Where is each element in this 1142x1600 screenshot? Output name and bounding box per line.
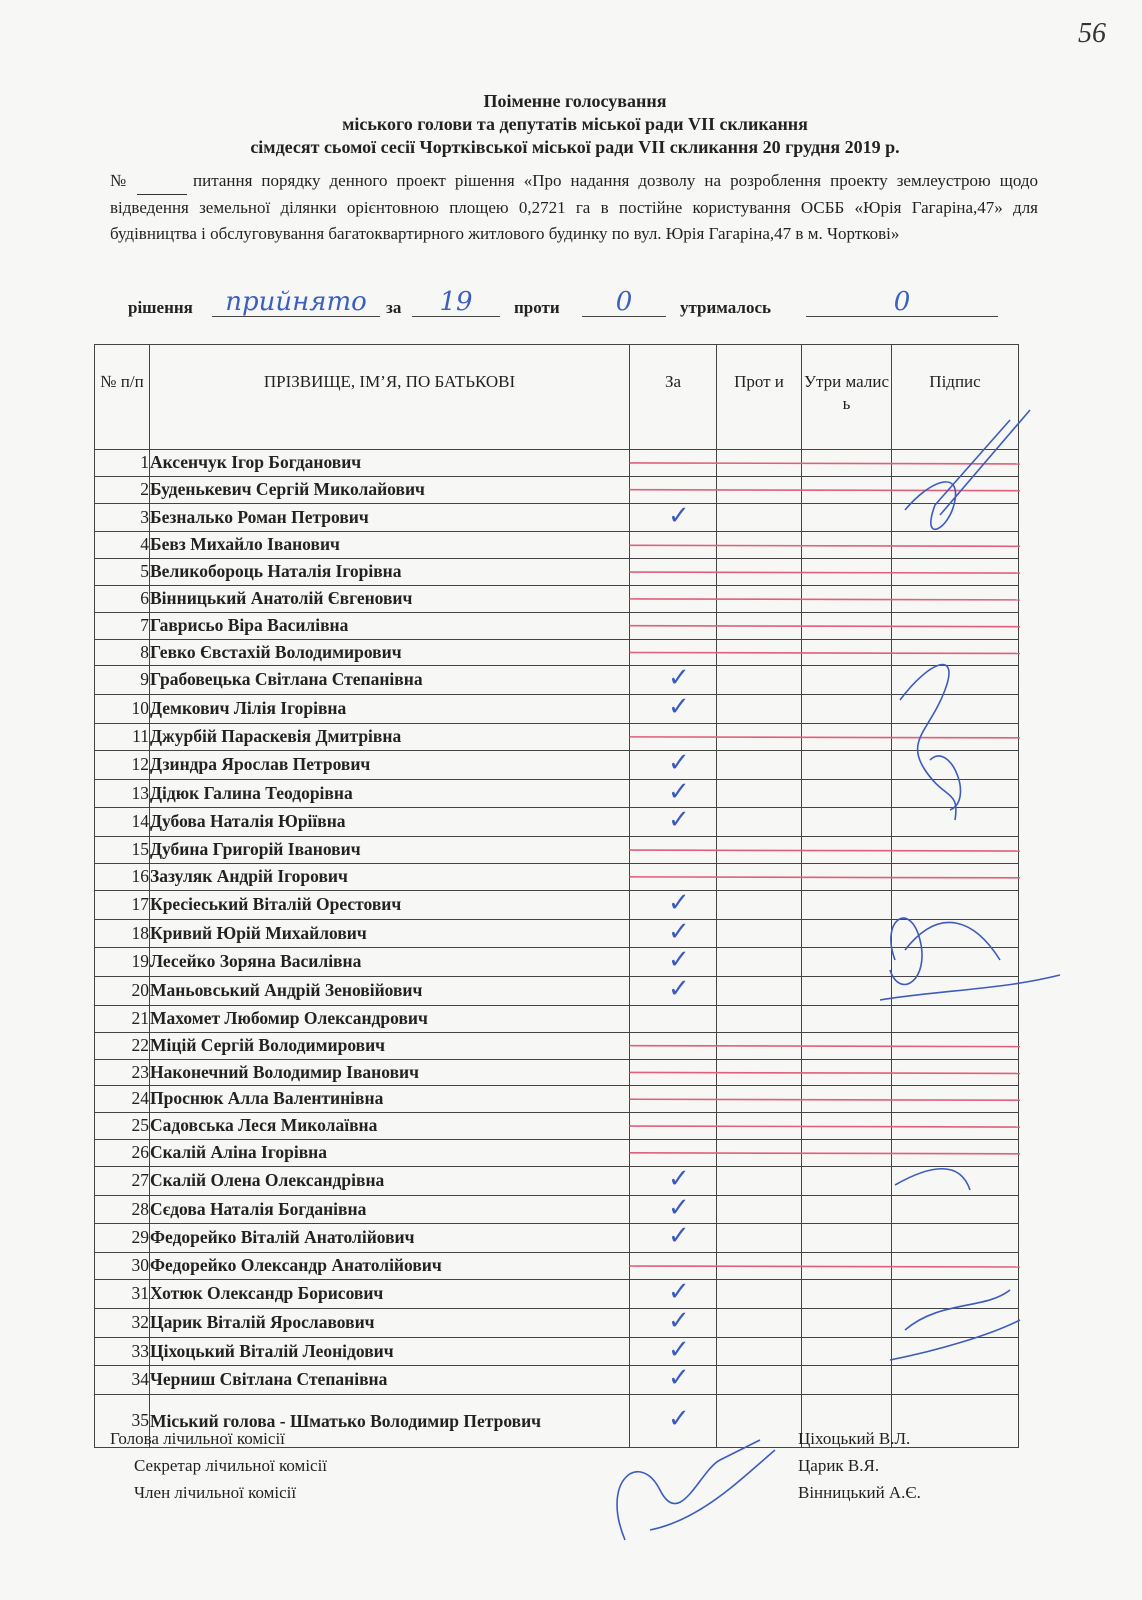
signature-cell bbox=[892, 503, 1019, 532]
table-row bbox=[95, 612, 1019, 639]
vote-against-cell bbox=[717, 977, 802, 1006]
deputy-name: Великобороць Наталія Ігорівна bbox=[150, 559, 630, 586]
chair-row bbox=[110, 1425, 960, 1452]
deputy-name: Безналько Роман Петрович bbox=[150, 503, 630, 532]
vote-against-cell bbox=[717, 476, 802, 503]
table-header-row bbox=[95, 345, 1019, 450]
vote-for-cell bbox=[630, 808, 717, 837]
vote-for-cell bbox=[630, 890, 717, 919]
signature-cell bbox=[892, 948, 1019, 977]
table-row bbox=[95, 750, 1019, 779]
row-number: 14 bbox=[95, 808, 150, 837]
vote-for-cell bbox=[630, 1279, 717, 1308]
abstained-value: 0 bbox=[893, 287, 911, 317]
vote-against-cell bbox=[717, 1005, 802, 1032]
row-number: 11 bbox=[95, 723, 150, 750]
deputy-name: Махомет Любомир Олександрович bbox=[150, 1005, 630, 1032]
vote-abstained-cell bbox=[802, 1366, 892, 1395]
signature-cell bbox=[892, 1166, 1019, 1195]
vote-for-cell bbox=[630, 476, 717, 503]
vote-for-cell bbox=[630, 532, 717, 559]
row-number: 15 bbox=[95, 837, 150, 864]
vote-abstained-cell bbox=[802, 1279, 892, 1308]
vote-for-cell bbox=[630, 1005, 717, 1032]
row-number: 17 bbox=[95, 890, 150, 919]
vote-abstained-cell bbox=[802, 1059, 892, 1086]
check-mark-icon: ✓ bbox=[668, 503, 690, 531]
vote-abstained-cell bbox=[802, 723, 892, 750]
table-row bbox=[95, 863, 1019, 890]
vote-for-cell bbox=[630, 639, 717, 666]
vote-for-cell bbox=[630, 1337, 717, 1366]
signature-cell bbox=[892, 1086, 1019, 1113]
row-number: 35 bbox=[95, 1395, 150, 1448]
row-number: 29 bbox=[95, 1224, 150, 1253]
vote-against-cell bbox=[717, 723, 802, 750]
vote-abstained-cell bbox=[802, 503, 892, 532]
deputy-name: Царик Віталій Ярославович bbox=[150, 1308, 630, 1337]
vote-for-cell bbox=[630, 503, 717, 532]
vote-for-cell bbox=[630, 612, 717, 639]
row-number: 30 bbox=[95, 1253, 150, 1280]
decision-value: прийнято bbox=[225, 287, 367, 317]
row-number: 20 bbox=[95, 977, 150, 1006]
row-number: 10 bbox=[95, 695, 150, 724]
vote-against-cell bbox=[717, 808, 802, 837]
vote-against-cell bbox=[717, 948, 802, 977]
vote-against-cell bbox=[717, 503, 802, 532]
deputy-name: Джурбій Параскевія Дмитрівна bbox=[150, 723, 630, 750]
signature-cell bbox=[892, 1253, 1019, 1280]
secretary-name: Царик В.Я. bbox=[798, 1456, 880, 1475]
deputy-name: Сєдова Наталія Богданівна bbox=[150, 1195, 630, 1224]
table-row bbox=[95, 1308, 1019, 1337]
vote-against-cell bbox=[717, 559, 802, 586]
agenda-number-prefix: № bbox=[110, 171, 131, 190]
decision-field bbox=[212, 288, 380, 317]
decision-summary bbox=[128, 288, 1028, 320]
check-mark-icon: ✓ bbox=[668, 1223, 690, 1252]
vote-for-cell bbox=[630, 1224, 717, 1253]
vote-against-cell bbox=[717, 666, 802, 695]
table-row bbox=[95, 1337, 1019, 1366]
vote-abstained-cell bbox=[802, 1139, 892, 1166]
table-row bbox=[95, 808, 1019, 837]
vote-abstained-cell bbox=[802, 863, 892, 890]
table-row bbox=[95, 919, 1019, 948]
vote-for-cell bbox=[630, 1139, 717, 1166]
vote-for-cell bbox=[630, 779, 717, 808]
check-mark-icon: ✓ bbox=[668, 665, 690, 694]
signature-cell bbox=[892, 1224, 1019, 1253]
vote-for-cell bbox=[630, 585, 717, 612]
deputy-name: Кривий Юрій Михайлович bbox=[150, 919, 630, 948]
deputy-name: Проснюк Алла Валентинівна bbox=[150, 1086, 630, 1113]
deputy-name: Наконечний Володимир Іванович bbox=[150, 1059, 630, 1086]
abstained-field bbox=[806, 288, 998, 317]
row-number: 34 bbox=[95, 1366, 150, 1395]
check-mark-icon: ✓ bbox=[668, 1308, 690, 1336]
vote-for-cell bbox=[630, 919, 717, 948]
vote-against-cell bbox=[717, 1279, 802, 1308]
vote-against-cell bbox=[717, 1086, 802, 1113]
deputy-name: Вінницький Анатолій Євгенович bbox=[150, 585, 630, 612]
counting-commission bbox=[110, 1425, 960, 1506]
signature-cell bbox=[892, 666, 1019, 695]
check-mark-icon: ✓ bbox=[668, 1404, 690, 1435]
vote-against-cell bbox=[717, 1253, 802, 1280]
row-number: 22 bbox=[95, 1032, 150, 1059]
roll-call-table bbox=[94, 344, 1019, 1448]
deputy-name: Бевз Михайло Іванович bbox=[150, 532, 630, 559]
row-number: 2 bbox=[95, 476, 150, 503]
vote-abstained-cell bbox=[802, 695, 892, 724]
vote-abstained-cell bbox=[802, 977, 892, 1006]
header-abstained: Утри малис ь bbox=[802, 345, 892, 450]
row-number: 7 bbox=[95, 612, 150, 639]
vote-abstained-cell bbox=[802, 837, 892, 864]
table-row bbox=[95, 1224, 1019, 1253]
vote-abstained-cell bbox=[802, 585, 892, 612]
against-field bbox=[582, 288, 666, 317]
vote-abstained-cell bbox=[802, 1224, 892, 1253]
table-row bbox=[95, 1253, 1019, 1280]
vote-against-cell bbox=[717, 1032, 802, 1059]
signature-cell bbox=[892, 585, 1019, 612]
deputy-name: Гаврисьо Віра Василівна bbox=[150, 612, 630, 639]
deputy-name: Буденькевич Сергій Миколайович bbox=[150, 476, 630, 503]
deputy-name: Лесейко Зоряна Василівна bbox=[150, 948, 630, 977]
table-row bbox=[95, 1139, 1019, 1166]
row-number: 32 bbox=[95, 1308, 150, 1337]
signature-cell bbox=[892, 1195, 1019, 1224]
vote-abstained-cell bbox=[802, 1086, 892, 1113]
check-mark-icon: ✓ bbox=[668, 779, 690, 807]
vote-for-cell bbox=[630, 1253, 717, 1280]
table-row bbox=[95, 585, 1019, 612]
title-line-1: Поіменне голосування bbox=[483, 91, 667, 111]
signature-cell bbox=[892, 837, 1019, 864]
member-name: Вінницький А.Є. bbox=[798, 1483, 921, 1502]
signature-cell bbox=[892, 863, 1019, 890]
vote-against-cell bbox=[717, 1195, 802, 1224]
deputy-name: Гевко Євстахій Володимирович bbox=[150, 639, 630, 666]
deputy-name: Аксенчук Ігор Богданович bbox=[150, 450, 630, 477]
vote-abstained-cell bbox=[802, 639, 892, 666]
signature-cell bbox=[892, 450, 1019, 477]
signature-cell bbox=[892, 890, 1019, 919]
deputy-name: Садовська Леся Миколаївна bbox=[150, 1113, 630, 1140]
signature-cell bbox=[892, 1032, 1019, 1059]
row-number: 18 bbox=[95, 919, 150, 948]
row-number: 12 bbox=[95, 750, 150, 779]
row-number: 31 bbox=[95, 1279, 150, 1308]
signature-cell bbox=[892, 977, 1019, 1006]
vote-for-cell bbox=[630, 837, 717, 864]
vote-against-cell bbox=[717, 750, 802, 779]
document-title bbox=[110, 90, 1040, 159]
vote-abstained-cell bbox=[802, 948, 892, 977]
signature-cell bbox=[892, 1366, 1019, 1395]
vote-for-cell bbox=[630, 750, 717, 779]
vote-abstained-cell bbox=[802, 666, 892, 695]
member-role: Член лічильної комісії bbox=[134, 1483, 297, 1502]
vote-against-cell bbox=[717, 1308, 802, 1337]
header-against: Прот и bbox=[717, 345, 802, 450]
vote-for-cell bbox=[630, 1086, 717, 1113]
deputy-name: Демкович Лілія Ігорівна bbox=[150, 695, 630, 724]
vote-abstained-cell bbox=[802, 476, 892, 503]
table-row bbox=[95, 779, 1019, 808]
vote-abstained-cell bbox=[802, 559, 892, 586]
table-row bbox=[95, 948, 1019, 977]
table-row bbox=[95, 695, 1019, 724]
roll-call-body bbox=[95, 450, 1019, 1448]
vote-against-cell bbox=[717, 532, 802, 559]
table-row bbox=[95, 450, 1019, 477]
header-for: За bbox=[630, 345, 717, 450]
deputy-name: Зазуляк Андрій Ігорович bbox=[150, 863, 630, 890]
check-mark-icon: ✓ bbox=[668, 919, 690, 947]
vote-against-cell bbox=[717, 1139, 802, 1166]
row-number: 6 bbox=[95, 585, 150, 612]
table-row bbox=[95, 1086, 1019, 1113]
vote-against-cell bbox=[717, 450, 802, 477]
title-line-3: сімдесят сьомої сесії Чортківської міської ради VII скликання 20 грудня 2019 р. bbox=[250, 137, 900, 157]
deputy-name: Федорейко Віталій Анатолійович bbox=[150, 1224, 630, 1253]
row-number: 28 bbox=[95, 1195, 150, 1224]
table-row bbox=[95, 1032, 1019, 1059]
signature-cell bbox=[892, 476, 1019, 503]
check-mark-icon: ✓ bbox=[668, 1166, 690, 1194]
abstained-label: утрималось bbox=[680, 298, 771, 317]
signature-cell bbox=[892, 695, 1019, 724]
check-mark-icon: ✓ bbox=[668, 976, 690, 1005]
signature-cell bbox=[892, 1308, 1019, 1337]
check-mark-icon: ✓ bbox=[668, 1365, 690, 1394]
deputy-name: Черниш Світлана Степанівна bbox=[150, 1366, 630, 1395]
vote-against-cell bbox=[717, 1337, 802, 1366]
signature-cell bbox=[892, 1337, 1019, 1366]
vote-abstained-cell bbox=[802, 450, 892, 477]
row-number: 27 bbox=[95, 1166, 150, 1195]
row-number: 16 bbox=[95, 863, 150, 890]
signature-cell bbox=[892, 723, 1019, 750]
table-row bbox=[95, 639, 1019, 666]
vote-abstained-cell bbox=[802, 750, 892, 779]
vote-against-cell bbox=[717, 612, 802, 639]
table-row bbox=[95, 1195, 1019, 1224]
signature-cell bbox=[892, 612, 1019, 639]
signature-cell bbox=[892, 532, 1019, 559]
table-row bbox=[95, 977, 1019, 1006]
vote-for-cell bbox=[630, 863, 717, 890]
vote-for-cell bbox=[630, 1166, 717, 1195]
row-number: 23 bbox=[95, 1059, 150, 1086]
row-number: 9 bbox=[95, 666, 150, 695]
deputy-name: Міцій Сергій Володимирович bbox=[150, 1032, 630, 1059]
vote-against-cell bbox=[717, 837, 802, 864]
header-signature: Підпис bbox=[892, 345, 1019, 450]
table-row bbox=[95, 503, 1019, 532]
signature-cell bbox=[892, 1279, 1019, 1308]
deputy-name: Дубина Григорій Іванович bbox=[150, 837, 630, 864]
for-value: 19 bbox=[439, 287, 473, 317]
check-mark-icon: ✓ bbox=[668, 1337, 690, 1365]
vote-abstained-cell bbox=[802, 890, 892, 919]
for-field bbox=[412, 288, 500, 317]
table-row bbox=[95, 666, 1019, 695]
vote-against-cell bbox=[717, 1224, 802, 1253]
row-number: 1 bbox=[95, 450, 150, 477]
signature-cell bbox=[892, 1139, 1019, 1166]
agenda-item bbox=[110, 168, 1038, 247]
vote-abstained-cell bbox=[802, 1308, 892, 1337]
title-line-2: міського голови та депутатів міської ради VII скликання bbox=[342, 114, 808, 134]
vote-for-cell bbox=[630, 948, 717, 977]
check-mark-icon: ✓ bbox=[668, 694, 690, 723]
table-row bbox=[95, 1113, 1019, 1140]
vote-against-cell bbox=[717, 863, 802, 890]
vote-for-cell bbox=[630, 1308, 717, 1337]
row-number: 25 bbox=[95, 1113, 150, 1140]
vote-against-cell bbox=[717, 1059, 802, 1086]
vote-against-cell bbox=[717, 695, 802, 724]
agenda-number-blank bbox=[137, 168, 187, 195]
deputy-name: Ціхоцький Віталій Леонідович bbox=[150, 1337, 630, 1366]
header-num: № п/п bbox=[95, 345, 150, 450]
row-number: 4 bbox=[95, 532, 150, 559]
row-number: 19 bbox=[95, 948, 150, 977]
vote-for-cell bbox=[630, 1059, 717, 1086]
check-mark-icon: ✓ bbox=[668, 1195, 690, 1223]
vote-against-cell bbox=[717, 890, 802, 919]
member-row bbox=[110, 1479, 960, 1506]
row-number: 24 bbox=[95, 1086, 150, 1113]
row-number: 5 bbox=[95, 559, 150, 586]
row-number: 33 bbox=[95, 1337, 150, 1366]
deputy-name: Дідюк Галина Теодорівна bbox=[150, 779, 630, 808]
vote-for-cell bbox=[630, 977, 717, 1006]
check-mark-icon: ✓ bbox=[668, 807, 690, 836]
for-label: за bbox=[386, 298, 402, 317]
table-row bbox=[95, 1166, 1019, 1195]
table-row bbox=[95, 559, 1019, 586]
vote-against-cell bbox=[717, 1113, 802, 1140]
row-number: 3 bbox=[95, 503, 150, 532]
row-number: 13 bbox=[95, 779, 150, 808]
table-row bbox=[95, 476, 1019, 503]
vote-against-cell bbox=[717, 1166, 802, 1195]
secretary-role: Секретар лічильної комісії bbox=[134, 1456, 328, 1475]
table-row bbox=[95, 723, 1019, 750]
vote-against-cell bbox=[717, 1366, 802, 1395]
table-row bbox=[95, 1366, 1019, 1395]
vote-abstained-cell bbox=[802, 808, 892, 837]
vote-abstained-cell bbox=[802, 1113, 892, 1140]
against-value: 0 bbox=[615, 287, 633, 317]
vote-for-cell bbox=[630, 666, 717, 695]
table-row bbox=[95, 1059, 1019, 1086]
vote-abstained-cell bbox=[802, 1337, 892, 1366]
vote-against-cell bbox=[717, 779, 802, 808]
check-mark-icon: ✓ bbox=[668, 947, 690, 976]
deputy-name: Маньовський Андрій Зеновійович bbox=[150, 977, 630, 1006]
vote-abstained-cell bbox=[802, 919, 892, 948]
row-number: 26 bbox=[95, 1139, 150, 1166]
vote-against-cell bbox=[717, 585, 802, 612]
deputy-name: Міський голова - Шматько Володимир Петрович bbox=[150, 1395, 630, 1448]
signature-cell bbox=[892, 1059, 1019, 1086]
signature-cell bbox=[892, 750, 1019, 779]
deputy-name: Скалій Аліна Ігорівна bbox=[150, 1139, 630, 1166]
header-name: ПРІЗВИЩЕ, ІМ’Я, ПО БАТЬКОВІ bbox=[150, 345, 630, 450]
deputy-name: Скалій Олена Олександрівна bbox=[150, 1166, 630, 1195]
signature-cell bbox=[892, 919, 1019, 948]
secretary-row bbox=[110, 1452, 960, 1479]
check-mark-icon: ✓ bbox=[668, 1279, 690, 1307]
against-label: проти bbox=[514, 298, 560, 317]
vote-abstained-cell bbox=[802, 1166, 892, 1195]
chair-name: Ціхоцький В.Л. bbox=[798, 1429, 911, 1448]
vote-against-cell bbox=[717, 919, 802, 948]
signature-cell bbox=[892, 1113, 1019, 1140]
chair-role: Голова лічильної комісії bbox=[110, 1429, 285, 1448]
vote-abstained-cell bbox=[802, 1032, 892, 1059]
vote-for-cell bbox=[630, 1366, 717, 1395]
signature-cell bbox=[892, 808, 1019, 837]
signature-cell bbox=[892, 639, 1019, 666]
vote-for-cell bbox=[630, 1195, 717, 1224]
table-row bbox=[95, 1005, 1019, 1032]
deputy-name: Кресіеський Віталій Орестович bbox=[150, 890, 630, 919]
vote-for-cell bbox=[630, 695, 717, 724]
deputy-name: Грабовецька Світлана Степанівна bbox=[150, 666, 630, 695]
table-row bbox=[95, 532, 1019, 559]
check-mark-icon: ✓ bbox=[668, 890, 690, 918]
deputy-name: Дзиндра Ярослав Петрович bbox=[150, 750, 630, 779]
vote-abstained-cell bbox=[802, 1005, 892, 1032]
signature-cell bbox=[892, 559, 1019, 586]
vote-abstained-cell bbox=[802, 612, 892, 639]
table-row bbox=[95, 837, 1019, 864]
table-row bbox=[95, 1279, 1019, 1308]
vote-against-cell bbox=[717, 639, 802, 666]
deputy-name: Федорейко Олександр Анатолійович bbox=[150, 1253, 630, 1280]
signature-cell bbox=[892, 779, 1019, 808]
decision-label: рішення bbox=[128, 298, 193, 317]
vote-for-cell bbox=[630, 723, 717, 750]
vote-for-cell bbox=[630, 559, 717, 586]
vote-for-cell bbox=[630, 450, 717, 477]
vote-abstained-cell bbox=[802, 532, 892, 559]
vote-abstained-cell bbox=[802, 1195, 892, 1224]
vote-abstained-cell bbox=[802, 1253, 892, 1280]
check-mark-icon: ✓ bbox=[668, 750, 690, 778]
vote-abstained-cell bbox=[802, 779, 892, 808]
signature-cell bbox=[892, 1005, 1019, 1032]
row-number: 8 bbox=[95, 639, 150, 666]
vote-for-cell bbox=[630, 1113, 717, 1140]
page-number: 56 bbox=[1078, 18, 1106, 49]
row-number: 21 bbox=[95, 1005, 150, 1032]
vote-for-cell bbox=[630, 1032, 717, 1059]
deputy-name: Хотюк Олександр Борисович bbox=[150, 1279, 630, 1308]
agenda-item-text: питання порядку денного проект рішення «Про надання дозволу на розроблення проекту землеустрою щодо відведення земельної ділянки орієнтовною площею 0,2721 га в постійне користування ОСББ «Юрія Гагаріна,47» для будівництва і обслуговування багатоквартирного житлового будинку по вул. Юрія Гагаріна,47 в м. Чорткові» bbox=[110, 171, 1038, 243]
table-row bbox=[95, 890, 1019, 919]
deputy-name: Дубова Наталія Юріївна bbox=[150, 808, 630, 837]
